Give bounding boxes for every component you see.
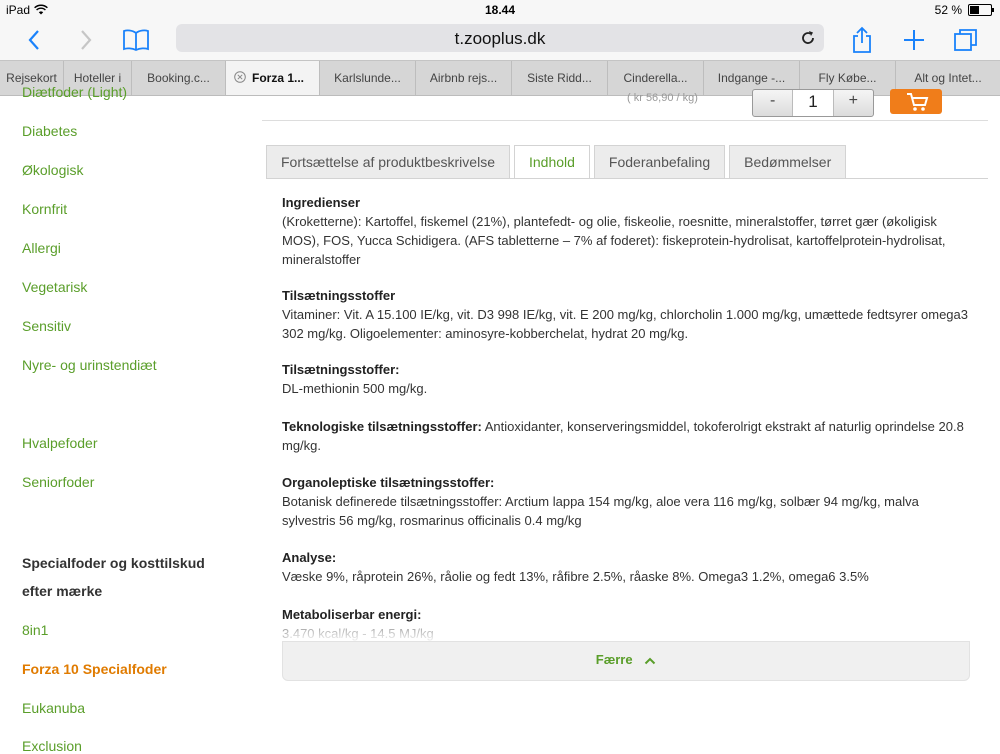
quantity-stepper: [752, 89, 874, 117]
tab-description[interactable]: Fortsættelse af produktbeskrivelse: [266, 145, 510, 178]
reload-icon[interactable]: [798, 28, 818, 48]
share-icon: [851, 26, 873, 54]
browser-toolbar: [0, 20, 1000, 60]
analysis-section: [282, 548, 972, 586]
plus-icon: [902, 28, 926, 52]
address-bar[interactable]: [176, 24, 824, 52]
tabs-icon: [953, 27, 979, 53]
chevron-right-icon: [79, 29, 93, 51]
tab-feeding[interactable]: Foderanbefaling: [594, 145, 725, 178]
sidebar-item-diabetes[interactable]: Diabetes: [22, 123, 78, 139]
category-sidebar: [0, 84, 250, 754]
browser-tab-label: Airbnb rejs...: [429, 71, 498, 85]
browser-tab[interactable]: [512, 61, 608, 95]
tabs-divider: [266, 178, 988, 179]
bookmarks-button[interactable]: [120, 24, 152, 56]
section-title: Tilsætningsstoffer: [282, 288, 396, 303]
browser-tab-label: Cinderella...: [623, 71, 688, 85]
tabs-overview-button[interactable]: [950, 24, 982, 56]
section-text: 3.470 kcal/kg - 14.5 MJ/kg: [282, 626, 434, 641]
section-text: Væske 9%, råprotein 26%, råolie og fedt 13%, råfibre 2.5%, råaske 8%. Omega3 1.2%, omega6 3.5%: [282, 569, 869, 584]
section-title: Analyse:: [282, 550, 337, 565]
tech-additives-section: [282, 417, 972, 455]
section-title: Teknologiske tilsætningsstoffer:: [282, 419, 482, 434]
sidebar-item-vegetarian[interactable]: Vegetarisk: [22, 279, 88, 295]
status-bar: [0, 0, 1000, 20]
battery-fill: [970, 6, 979, 14]
new-tab-button[interactable]: [898, 24, 930, 56]
browser-tab-label: Alt og Intet...: [914, 71, 982, 85]
unit-price-note: ( kr 56,90 / kg): [627, 92, 698, 104]
additives-section: [282, 286, 972, 343]
section-title: Organoleptiske tilsætningsstoffer:: [282, 475, 495, 490]
energy-section: [282, 605, 972, 643]
section-text: Botanisk definerede tilsætningsstoffer: Arctium lappa 154 mg/kg, aloe vera 116 mg/kg, solbær 94 mg/kg, malva sylvestris 56 mg/kg, rosmarinus officinalis 0.4 mg/kg: [282, 494, 919, 528]
chevron-up-icon: [644, 656, 656, 666]
sidebar-item-allergy[interactable]: Allergi: [22, 240, 61, 256]
tab-reviews[interactable]: Bedømmelser: [729, 145, 846, 178]
sidebar-brand-exclusion[interactable]: Exclusion: [22, 738, 82, 754]
qty-plus-button[interactable]: +: [848, 92, 858, 109]
divider: [262, 120, 988, 121]
cart-icon: [890, 89, 942, 114]
sidebar-item-kidney[interactable]: Nyre- og urinstendiæt: [22, 357, 157, 373]
browser-tab[interactable]: [320, 61, 416, 95]
qty-minus-button[interactable]: -: [770, 92, 776, 109]
sidebar-heading-line1: Specialfoder og kosttilskud: [22, 555, 205, 571]
battery-percent: 52 %: [934, 3, 962, 17]
device-name: iPad: [6, 3, 31, 17]
qty-value-input[interactable]: 1: [792, 90, 833, 116]
browser-tab-label: Fly Købe...: [818, 71, 877, 85]
section-body: Antioxidanter, konserveringsmiddel, tokoferolrigt ekstrakt af naturlig oprindelse 20.8 mg/kg.: [282, 419, 964, 453]
battery-icon: [968, 4, 992, 16]
section-text: Vitaminer: Vit. A 15.100 IE/kg, vit. D3 998 IE/kg, vit. E 200 mg/kg, chlorcholin 1.000 mg/kg, umættede fedtsyrer omega3 302 mg/kg. Oligoelementer: aminosyre-kobberchelat, hydrat 20 mg/kg.: [282, 307, 968, 341]
sidebar-item-light[interactable]: Diætfoder (Light): [22, 84, 128, 100]
ingredients-section: [282, 193, 972, 269]
back-button[interactable]: [18, 24, 50, 56]
section-text: DL-methionin 500 mg/kg.: [282, 381, 428, 396]
browser-tab-label: Siste Ridd...: [527, 71, 592, 85]
show-less-text: Færre: [595, 652, 633, 667]
status-time: 18.44: [484, 3, 516, 17]
book-icon: [122, 29, 150, 51]
section-title: Tilsætningsstoffer:: [282, 362, 400, 377]
tab-contents[interactable]: Indhold: [514, 145, 590, 179]
additives2-section: [282, 360, 972, 398]
browser-tab-label: Hoteller i: [73, 71, 122, 85]
status-right: [935, 3, 992, 17]
product-main: [262, 92, 1000, 750]
section-text: (Kroketterne): Kartoffel, fiskemel (21%), plantefedt- og olie, fiskeolie, roesnitte, mineralstoffer, tørret gær (økoligisk MOS), FOS, Yucca Schidigera. (AFS tabletterne – 7% af foderet): fiskeprotein-hydrolisat, kartoffelprotein-hydrolisat, mineralstoffer: [282, 214, 946, 267]
browser-tab-active[interactable]: [226, 61, 320, 95]
chevron-left-icon: [27, 29, 41, 51]
sidebar-item-sensitive[interactable]: Sensitiv: [22, 318, 72, 334]
sidebar-brand-forza10[interactable]: Forza 10 Specialfoder: [22, 661, 167, 677]
browser-tab-label: Booking.c...: [147, 71, 210, 85]
show-less-label: [283, 652, 969, 667]
section-title: Ingredienser: [282, 195, 361, 210]
share-button[interactable]: [846, 24, 878, 56]
browser-tab[interactable]: [608, 61, 704, 95]
sidebar-heading-line2: efter mærke: [22, 583, 103, 599]
sidebar-brand-8in1[interactable]: 8in1: [22, 622, 49, 638]
forward-button[interactable]: [70, 24, 102, 56]
browser-tab[interactable]: [416, 61, 512, 95]
product-tabs: [266, 145, 846, 179]
section-title: Metaboliserbar energi:: [282, 607, 422, 622]
sidebar-item-grainfree[interactable]: Kornfrit: [22, 201, 68, 217]
sidebar-item-puppy[interactable]: Hvalpefoder: [22, 435, 98, 451]
section-text: [282, 417, 972, 455]
add-to-cart-button[interactable]: [890, 89, 942, 114]
organoleptic-section: [282, 473, 972, 530]
sidebar-item-senior[interactable]: Seniorfoder: [22, 474, 95, 490]
close-tab-icon[interactable]: [234, 71, 246, 83]
sidebar-item-organic[interactable]: Økologisk: [22, 162, 84, 178]
browser-tab[interactable]: [132, 61, 226, 95]
browser-tab-label: Forza 1...: [252, 71, 305, 85]
show-less-button[interactable]: [282, 641, 970, 681]
sidebar-brand-eukanuba[interactable]: Eukanuba: [22, 700, 86, 716]
browser-tab-label: Karlslunde...: [334, 71, 401, 85]
url-text: t.zooplus.dk: [454, 29, 546, 48]
browser-tab-label: Indgange -...: [717, 71, 786, 85]
browser-tab-label: Rejsekort: [6, 71, 57, 85]
